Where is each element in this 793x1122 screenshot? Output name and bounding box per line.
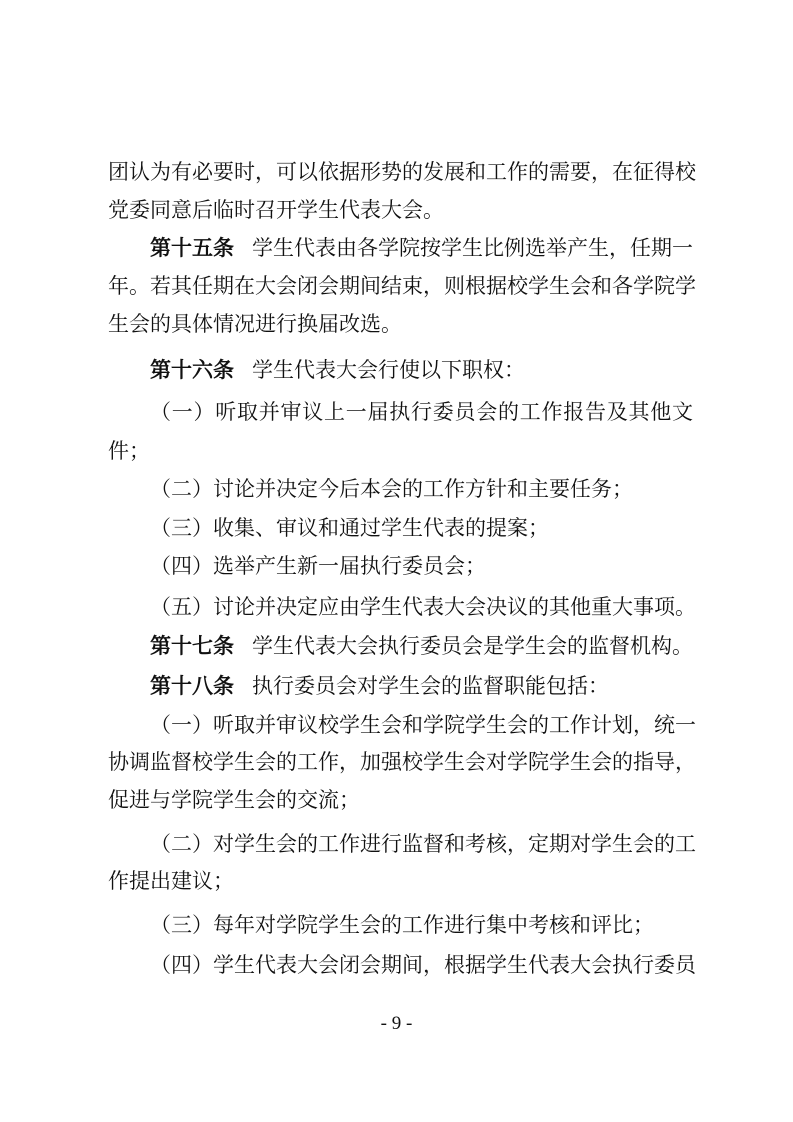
article-15-line: 第十五条 学生代表由各学院按学生比例选举产生，任期一 (150, 236, 693, 260)
paragraph-line: 协调监督校学生会的工作，加强校学生会对学院学生会的指导， (108, 750, 696, 774)
paragraph-line: 件； (108, 439, 150, 463)
article-heading: 第十六条 (150, 358, 234, 382)
list-item-line: （四）选举产生新一届执行委员会； (150, 554, 486, 578)
paragraph-line: 党委同意后临时召开学生代表大会。 (108, 198, 444, 222)
article-16-line: 第十六条 学生代表大会行使以下职权： (150, 358, 525, 382)
list-item-line: （五）讨论并决定应由学生代表大会决议的其他重大事项。 (150, 595, 696, 619)
article-18-line: 第十八条 执行委员会对学生会的监督职能包括： (150, 674, 609, 698)
list-item-line: （三）每年对学院学生会的工作进行集中考核和评比； (150, 913, 654, 937)
paragraph-line: 促进与学院学生会的交流； (108, 788, 360, 812)
paragraph-line: 生会的具体情况进行换届改选。 (108, 312, 402, 336)
list-item-line: （二）对学生会的工作进行监督和考核，定期对学生会的工 (150, 832, 696, 856)
list-item-line: （二）讨论并决定今后本会的工作方针和主要任务； (150, 477, 633, 501)
article-17-line: 第十七条 学生代表大会执行委员会是学生会的监督机构。 (150, 634, 693, 658)
paragraph-line: 团认为有必要时，可以依据形势的发展和工作的需要，在征得校 (108, 160, 696, 184)
page-number: - 9 - (380, 1013, 413, 1034)
paragraph-line: 年。若其任期在大会闭会期间结束，则根据校学生会和各学院学 (108, 274, 696, 298)
list-item-line: （一）听取并审议上一届执行委员会的工作报告及其他文 (150, 400, 693, 424)
article-heading: 第十八条 (150, 674, 234, 698)
article-heading: 第十七条 (150, 634, 234, 658)
paragraph-line: 作提出建议； (108, 869, 234, 893)
list-item-line: （三）收集、审议和通过学生代表的提案； (150, 516, 549, 540)
article-heading: 第十五条 (150, 236, 234, 260)
list-item-line: （一）听取并审议校学生会和学院学生会的工作计划，统一 (150, 713, 696, 737)
list-item-line: （四）学生代表大会闭会期间，根据学生代表大会执行委员 (150, 953, 696, 977)
